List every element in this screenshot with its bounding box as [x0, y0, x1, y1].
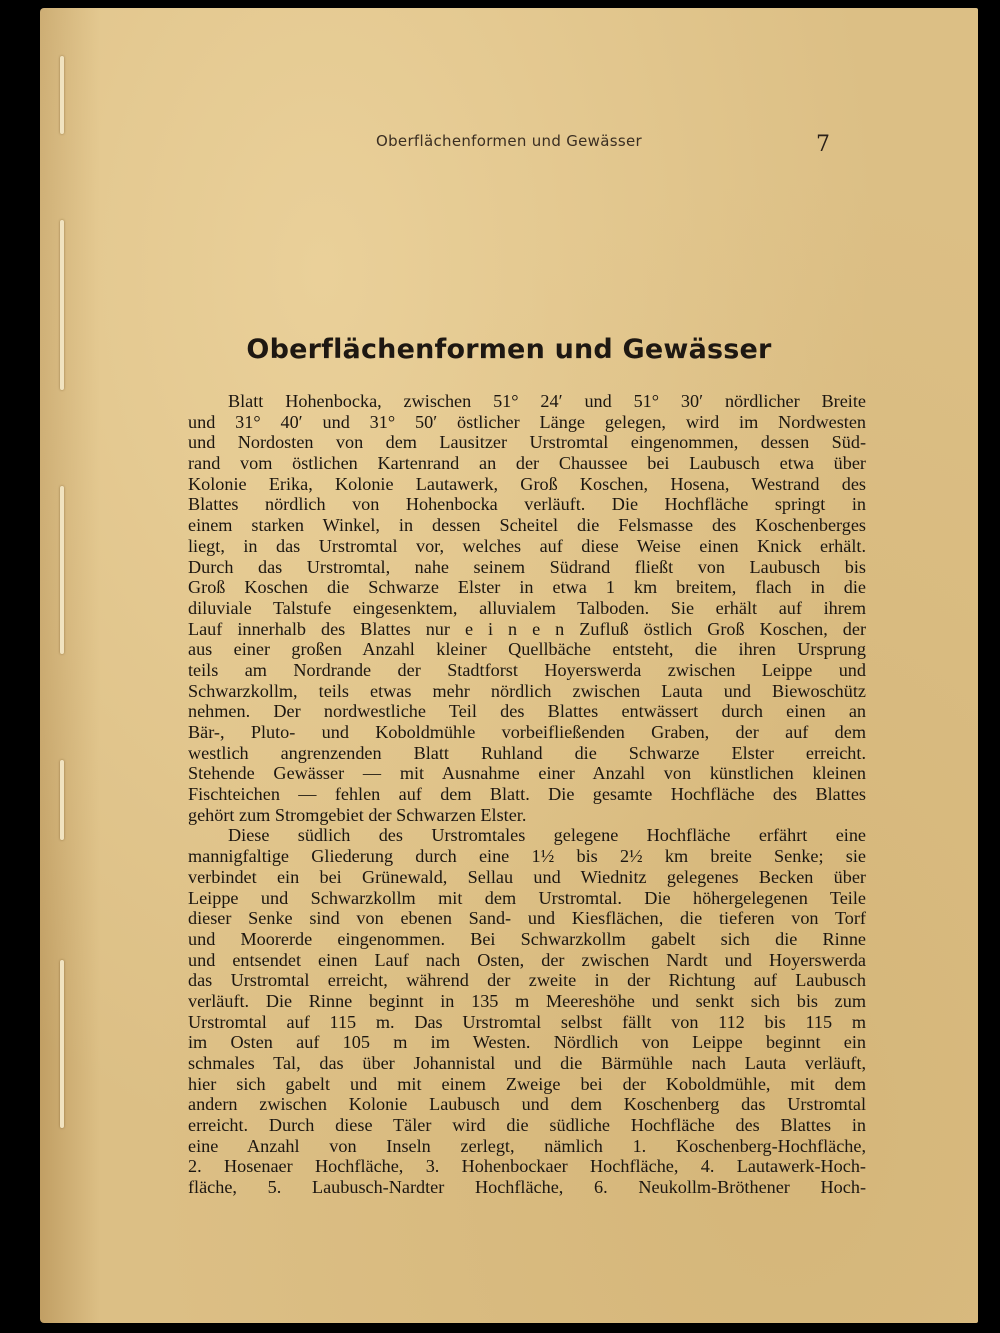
text-line: Lauf innerhalb des Blattes nur e i n e n Zufluß östlich Groß Koschen, der [188, 618, 866, 639]
text-line: im Osten auf 105 m im Westen. Nördlich von Leippe beginnt ein [188, 1032, 866, 1053]
text-line: Leippe und Schwarzkollm mit dem Urstromtal. Die höhergelegenen Teile [188, 887, 866, 908]
book-page [40, 8, 978, 1323]
text-line: und Moorerde eingenommen. Bei Schwarzkollm gabelt sich die Rinne [188, 928, 866, 949]
text-line: Stehende Gewässer — mit Ausnahme einer Anzahl von künstlichen kleinen [188, 763, 866, 784]
text-line: Blattes nördlich von Hohenbocka verläuft. Die Hochfläche springt in [188, 494, 866, 515]
paragraph [188, 391, 866, 825]
text-line: verbindet ein bei Grünewald, Sellau und Wiednitz gelegenes Becken über [188, 866, 866, 887]
body-text [188, 391, 866, 1198]
text-line: aus einer großen Anzahl kleiner Quellbäche entsteht, die ihren Ursprung [188, 639, 866, 660]
text-line: Diese südlich des Urstromtales gelegene Hochfläche erfährt eine [228, 825, 866, 846]
text-line: verläuft. Die Rinne beginnt in 135 m Meereshöhe und senkt sich bis zum [188, 990, 866, 1011]
text-line: und Nordosten von dem Lausitzer Urstromtal eingenommen, dessen Süd- [188, 432, 866, 453]
text-line: Durch das Urstromtal, nahe seinem Südrand fließt von Laubusch bis [188, 556, 866, 577]
text-line: westlich angrenzenden Blatt Ruhland die Schwarze Elster erreicht. [188, 742, 866, 763]
binding-thread-mark [60, 760, 64, 840]
binding-thread-mark [60, 960, 64, 1128]
running-head: Oberflächenformen und Gewässer [376, 132, 642, 150]
text-line: mannigfaltige Gliederung durch eine 1½ bis 2½ km breite Senke; sie [188, 846, 866, 867]
text-line: liegt, in das Urstromtal vor, welches auf diese Weise einen Knick erhält. [188, 535, 866, 556]
text-line: Kolonie Erika, Kolonie Lautawerk, Groß Koschen, Hosena, Westrand des [188, 473, 866, 494]
text-line: und entsendet einen Lauf nach Osten, der zwischen Nardt und Hoyerswerda [188, 949, 866, 970]
text-line: gehört zum Stromgebiet der Schwarzen Elster. [188, 804, 527, 825]
text-line: andern zwischen Kolonie Laubusch und dem Koschenberg das Urstromtal [188, 1094, 866, 1115]
binding-thread-mark [60, 56, 64, 134]
text-line: Bär-, Pluto- und Koboldmühle vorbeifließenden Graben, der auf dem [188, 722, 866, 742]
text-line: einem starken Winkel, in dessen Scheitel die Felsmasse des Koschenberges [188, 515, 866, 536]
text-line: Schwarzkollm, teils etwas mehr nördlich zwischen Lauta und Biewoschütz [188, 680, 866, 701]
text-line: Groß Koschen die Schwarze Elster in etwa 1 km breitem, flach in die [188, 577, 866, 598]
text-line: hier sich gabelt und mit einem Zweige bei der Koboldmühle, mit dem [188, 1073, 866, 1094]
text-line: nehmen. Der nordwestliche Teil des Blattes entwässert durch einen an [188, 701, 866, 722]
text-line: teils am Nordrande der Stadtforst Hoyerswerda zwischen Leippe und [188, 659, 866, 680]
text-line: 2. Hosenaer Hochfläche, 3. Hohenbockaer Hochfläche, 4. Lautawerk-Hoch- [188, 1156, 866, 1177]
binding-thread-mark [60, 486, 64, 654]
text-line: fläche, 5. Laubusch-Nardter Hochfläche, 6. Neukollm-Bröthener Hoch- [188, 1177, 866, 1198]
chapter-title: Oberflächenformen und Gewässer [246, 334, 772, 365]
text-line: dieser Senke sind von ebenen Sand- und Kiesflächen, die tieferen von Torf [188, 908, 866, 929]
paragraph [188, 825, 866, 1197]
text-line: Fischteichen — fehlen auf dem Blatt. Die gesamte Hochfläche des Blattes [188, 784, 866, 805]
text-line: Blatt Hohenbocka, zwischen 51° 24′ und 51° 30′ nördlicher Breite [228, 391, 866, 411]
text-line: diluviale Talstufe eingesenktem, alluvialem Talboden. Sie erhält auf ihrem [188, 597, 866, 618]
text-line: eine Anzahl von Inseln zerlegt, nämlich 1. Koschenberg-Hochfläche, [188, 1135, 866, 1156]
text-line: und 31° 40′ und 31° 50′ östlicher Länge gelegen, wird im Nordwesten [188, 411, 866, 432]
text-line: erreicht. Durch diese Täler wird die südliche Hochfläche des Blattes in [188, 1115, 866, 1136]
text-line: das Urstromtal erreicht, während der zweite in der Richtung auf Laubusch [188, 970, 866, 991]
text-line: rand vom östlichen Kartenrand an der Chaussee bei Laubusch etwa über [188, 453, 866, 474]
text-line: Urstromtal auf 115 m. Das Urstromtal selbst fällt von 112 bis 115 m [188, 1011, 866, 1032]
text-line: schmales Tal, das über Johannistal und die Bärmühle nach Lauta verläuft, [188, 1053, 866, 1073]
page-number: 7 [816, 132, 830, 157]
